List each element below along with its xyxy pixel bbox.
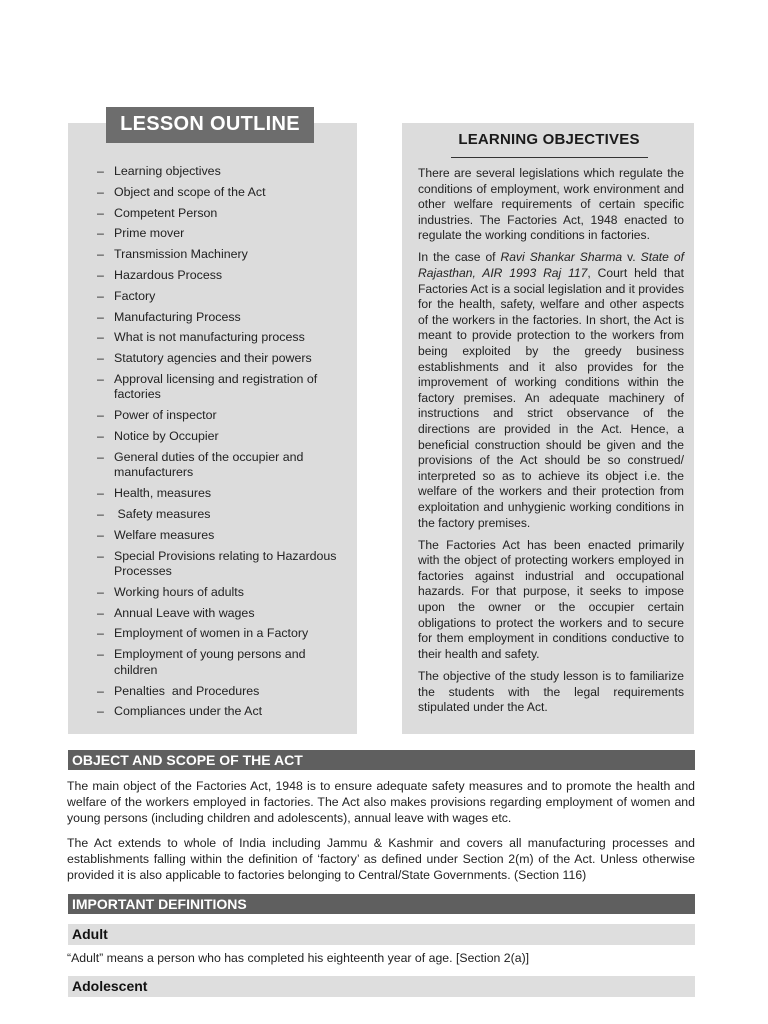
outline-item: – What is not manufacturing process [97, 330, 347, 346]
outline-item: – Employment of women in a Factory [97, 626, 347, 642]
outline-item: – Transmission Machinery [97, 247, 347, 263]
adolescent-heading: Adolescent [68, 976, 695, 997]
scope-paragraph: The Act extends to whole of India including Jammu & Kashmir and covers all manufacturing processes and establishments falling within the definition of ‘factory’ as defined under Section 2(m) of the Act. Unless otherwise provided it is also applicable to factories belonging to Central/State Governments. (Section 116) [67, 836, 695, 882]
outline-item: – Factory [97, 289, 347, 305]
outline-item: – Competent Person [97, 206, 347, 222]
outline-item: – Object and scope of the Act [97, 185, 347, 201]
lesson-outline-list [97, 164, 347, 725]
adult-heading: Adult [68, 924, 695, 945]
outline-item: – Compliances under the Act [97, 704, 347, 720]
definitions-heading: IMPORTANT DEFINITIONS [68, 894, 695, 914]
outline-item: – Working hours of adults [97, 585, 347, 601]
outline-item: – Penalties and Procedures [97, 684, 347, 700]
outline-item: – Statutory agencies and their powers [97, 351, 347, 367]
outline-item: – Employment of young persons and children [97, 647, 347, 678]
outline-item: – Prime mover [97, 226, 347, 242]
objectives-paragraph: The objective of the study lesson is to familiarize the students with the legal requirements stipulated under the Act. [418, 668, 684, 715]
outline-item: – Learning objectives [97, 164, 347, 180]
outline-item: – Health, measures [97, 486, 347, 502]
outline-item: – Special Provisions relating to Hazardous Processes [97, 549, 347, 580]
outline-item: – Safety measures [97, 507, 347, 523]
scope-paragraph: The main object of the Factories Act, 1948 is to ensure adequate safety measures and to promote the health and welfare of the workers employed in factories. The Act also makes provisions regarding employment of women and young persons (including children and adolescents), annual leave with wages etc. [67, 779, 695, 825]
outline-item: – Welfare measures [97, 528, 347, 544]
outline-item: – General duties of the occupier and manufacturers [97, 450, 347, 481]
outline-item: – Manufacturing Process [97, 310, 347, 326]
outline-item: – Approval licensing and registration of factories [97, 372, 347, 403]
learning-objectives-text [418, 166, 684, 722]
outline-item: – Hazardous Process [97, 268, 347, 284]
learning-objectives-title: LEARNING OBJECTIVES [458, 131, 640, 148]
adult-definition: “Adult” means a person who has completed his eighteenth year of age. [Section 2(a)] [67, 951, 530, 965]
objectives-paragraph: The Factories Act has been enacted primarily with the object of protecting workers employed in factories against industrial and occupational hazards. For that purpose, it seeks to impose upon the owner or the occupier certain obligations to protect the workers and to secure for them employment in conditions conductive to their health and safety. [418, 537, 684, 661]
outline-item: – Power of inspector [97, 408, 347, 424]
objectives-paragraph: In the case of Ravi Shankar Sharma v. State of Rajasthan, AIR 1993 Raj 117, Court held that Factories Act is a social legislation and it provides for the health, safety, welfare and other aspects of the workers in the factories. In short, the Act is meant to provide protection to the workers from being exploited by the greedy business establishments and it also provides for the improvement of working conditions within the factory premises. An adequate machinery of instructions and strict observance of the directions are provided in the Act. Hence, a beneficial construction should be given and the provisions of the Act should be so construed/ interpreted so as to achieve its object i.e. the welfare of the workers and their protection from exploitation and unhygienic working conditions in the factory premises. [418, 250, 684, 530]
scope-heading: OBJECT AND SCOPE OF THE ACT [68, 750, 695, 770]
outline-item: – Notice by Occupier [97, 429, 347, 445]
outline-item: – Annual Leave with wages [97, 606, 347, 622]
title-underline [451, 157, 648, 158]
objectives-paragraph: There are several legislations which regulate the conditions of employment, work environment and other welfare requirements of certain specific industries. The Factories Act, 1948 enacted to regulate the working conditions in factories. [418, 166, 684, 243]
lesson-outline-title: LESSON OUTLINE [106, 107, 314, 143]
